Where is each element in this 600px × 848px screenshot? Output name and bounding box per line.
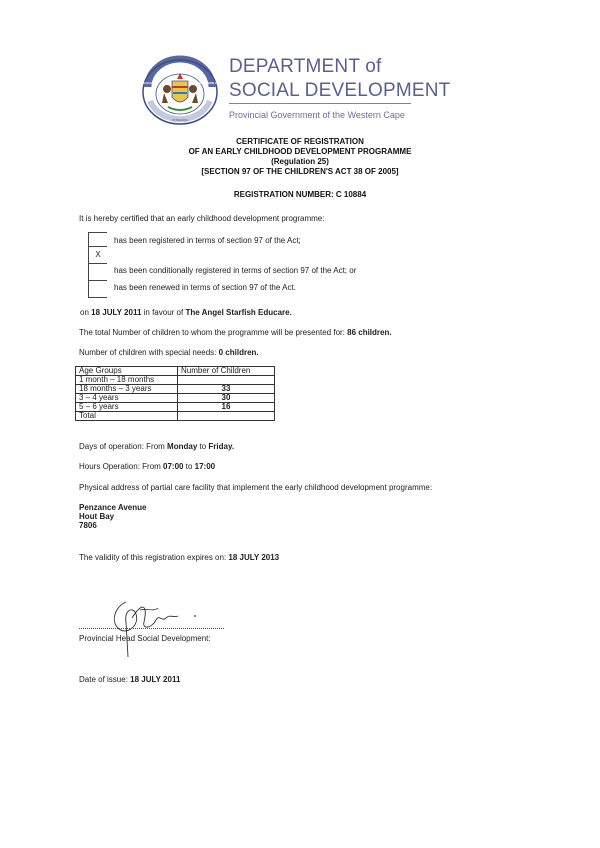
table-header: Number of Children bbox=[178, 367, 275, 376]
intro-text: It is hereby certified that an early childhood development programme: bbox=[79, 214, 325, 223]
total-children-label: The total Number of children to whom the programme will be presented for: bbox=[79, 328, 348, 337]
checkbox-mark: X bbox=[89, 247, 107, 264]
child-count-cell bbox=[178, 412, 275, 421]
signature bbox=[96, 592, 216, 662]
seal-text-right: WESTERN CAPE bbox=[198, 81, 224, 85]
department-subtitle: Provincial Government of the Western Cape bbox=[229, 110, 405, 120]
checkbox-registered bbox=[89, 233, 107, 247]
table-row bbox=[76, 403, 275, 412]
seal-text-bottom: INTSHONA bbox=[172, 118, 188, 122]
address-suburb: Hout Bay bbox=[79, 512, 115, 521]
seal-text-left: KOLONI bbox=[143, 81, 155, 85]
favour-date: 18 JULY 2011 bbox=[91, 308, 142, 317]
address-label: Physical address of partial care facility that implement the early childhood development programme: bbox=[79, 483, 433, 492]
favour-mid: in favour of bbox=[141, 308, 186, 317]
special-needs-line bbox=[79, 348, 259, 357]
address-postcode: 7806 bbox=[79, 521, 97, 530]
days-of-operation bbox=[79, 442, 234, 451]
validity-date: 18 JULY 2013 bbox=[228, 553, 280, 562]
hours-to: 17:00 bbox=[194, 462, 216, 471]
department-name-line2: SOCIAL DEVELOPMENT bbox=[229, 80, 451, 101]
address-street: Penzance Avenue bbox=[79, 503, 147, 512]
hours-of-operation bbox=[79, 462, 215, 471]
days-mid: to bbox=[197, 442, 209, 451]
age-groups-table bbox=[75, 366, 275, 421]
checkbox-renewed bbox=[89, 281, 107, 297]
signatory-title: Provincial Head Social Development: bbox=[79, 634, 211, 643]
hours-mid: to bbox=[183, 462, 195, 471]
option-conditional: has been conditionally registered in terms of section 97 of the Act; or bbox=[114, 266, 357, 275]
validity-label: The validity of this registration expires on: bbox=[79, 553, 229, 562]
child-count-cell: 16 bbox=[178, 403, 275, 412]
provincial-coat-of-arms-seal bbox=[140, 57, 224, 127]
special-needs-label: Number of children with special needs: bbox=[79, 348, 219, 357]
hours-from: 07:00 bbox=[163, 462, 184, 471]
header-divider bbox=[229, 103, 411, 104]
days-to: Friday. bbox=[208, 442, 235, 451]
issue-date-value: 18 JULY 2011 bbox=[130, 675, 181, 684]
child-count-cell: 33 bbox=[178, 385, 275, 394]
section-ref: [SECTION 97 OF THE CHILDREN'S ACT 38 OF 2005] bbox=[201, 167, 399, 176]
registration-number: REGISTRATION NUMBER: C 10884 bbox=[233, 190, 367, 199]
table-header: Age Groups bbox=[76, 367, 178, 376]
table-row bbox=[76, 412, 275, 421]
regulation-ref: (Regulation 25) bbox=[271, 157, 329, 166]
signature-line bbox=[79, 628, 224, 629]
age-group-cell: 3 – 4 years bbox=[76, 394, 178, 403]
certificate-subtitle: OF AN EARLY CHILDHOOD DEVELOPMENT PROGRAMME bbox=[188, 147, 412, 156]
age-group-cell: Total bbox=[76, 412, 178, 421]
hours-label: Hours Operation: From bbox=[79, 462, 164, 471]
checkbox-conditional bbox=[89, 264, 107, 281]
registration-type-checkboxes bbox=[88, 232, 107, 298]
total-children-line bbox=[79, 328, 392, 337]
facility-name: The Angel Starfish Educare. bbox=[185, 308, 292, 317]
special-needs-value: 0 children. bbox=[218, 348, 259, 357]
issue-date-line bbox=[79, 675, 180, 684]
child-count-cell: 30 bbox=[178, 394, 275, 403]
validity-line bbox=[79, 553, 279, 562]
days-from: Monday bbox=[167, 442, 198, 451]
favour-line bbox=[80, 308, 292, 317]
total-children-value: 86 children. bbox=[347, 328, 392, 337]
option-registered: has been registered in terms of section 97 of the Act; bbox=[114, 236, 301, 245]
days-label: Days of operation: From bbox=[79, 442, 168, 451]
option-renewed: has been renewed in terms of section 97 of the Act. bbox=[114, 283, 296, 292]
age-group-cell: 18 months – 3 years bbox=[76, 385, 178, 394]
favour-pre: on bbox=[80, 308, 92, 317]
age-group-cell: 1 month – 18 months bbox=[76, 376, 178, 385]
age-group-cell: 5 – 6 years bbox=[76, 403, 178, 412]
issue-date-label: Date of issue: bbox=[79, 675, 131, 684]
department-name-line1: DEPARTMENT of bbox=[229, 56, 382, 77]
seal-text-top: WES-KAAP bbox=[169, 63, 191, 68]
certificate-title: CERTIFICATE OF REGISTRATION bbox=[236, 137, 364, 146]
